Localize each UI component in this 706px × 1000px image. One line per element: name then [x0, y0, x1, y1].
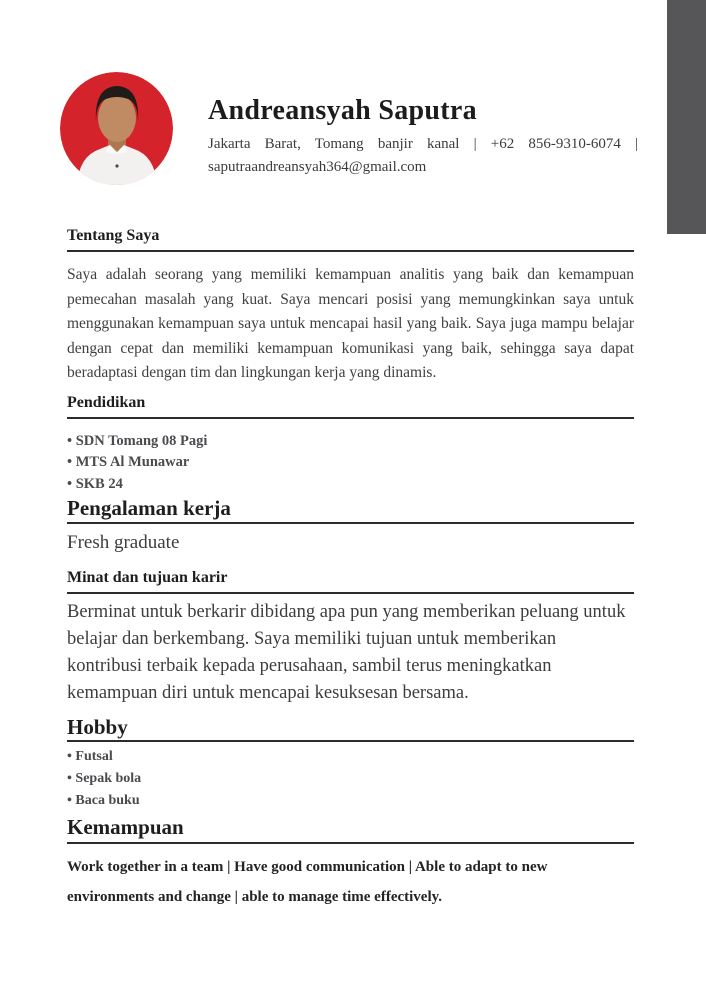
- accent-bar: [667, 0, 706, 234]
- list-item: • Sepak bola: [67, 768, 634, 790]
- contact-info: Jakarta Barat, Tomang banjir kanal | +62 856-9310-6074 | saputraandreansyah364@gmail.com: [208, 136, 638, 175]
- list-item: • SDN Tomang 08 Pagi: [67, 431, 634, 453]
- experience-text: Fresh graduate: [67, 532, 180, 554]
- education-list: [67, 431, 634, 496]
- section-title-pendidikan: Pendidikan: [67, 394, 634, 419]
- career-paragraph: Berminat untuk berkarir dibidang apa pun yang memberikan peluang untuk belajar dan berkembang. Saya memiliki tujuan untuk memberikan kontribusi terbaik kepada perusahaan, sambil terus meningkatkan kemampuan diri untuk mencapai kesuksesan bersama.: [67, 602, 626, 704]
- list-item: • MTS Al Munawar: [67, 452, 634, 474]
- profile-photo-illustration: [60, 72, 173, 185]
- hobby-list: [67, 746, 634, 812]
- header: [208, 96, 638, 178]
- section-title-tentang-saya: Tentang Saya: [67, 227, 634, 252]
- candidate-name: Andreansyah Saputra: [208, 95, 477, 126]
- list-item: • Baca buku: [67, 790, 634, 812]
- skills-text: Work together in a team | Have good communication | Able to adapt to new environments and change | able to manage time effectively.: [67, 859, 548, 906]
- section-title-hobby: Hobby: [67, 716, 634, 742]
- about-paragraph: Saya adalah seorang yang memiliki kemampuan analitis yang baik dan kemampuan pemecahan masalah yang kuat. Saya mencari posisi yang memungkinkan saya untuk menggunakan kemampuan saya untuk mencapai hasil yang baik. Saya juga mampu belajar dengan cepat dan memiliki kemampuan komunikasi yang baik, sehingga saya dapat beradaptasi dengan tim dan lingkungan kerja yang dinamis.: [67, 266, 634, 382]
- list-item: • SKB 24: [67, 474, 634, 496]
- list-item: • Futsal: [67, 746, 634, 768]
- section-title-pengalaman-kerja: Pengalaman kerja: [67, 497, 634, 524]
- section-title-minat-dan-tujuan-karir: Minat dan tujuan karir: [67, 569, 634, 594]
- section-title-kemampuan: Kemampuan: [67, 816, 634, 844]
- resume-body: [67, 227, 634, 912]
- profile-photo: [60, 72, 173, 185]
